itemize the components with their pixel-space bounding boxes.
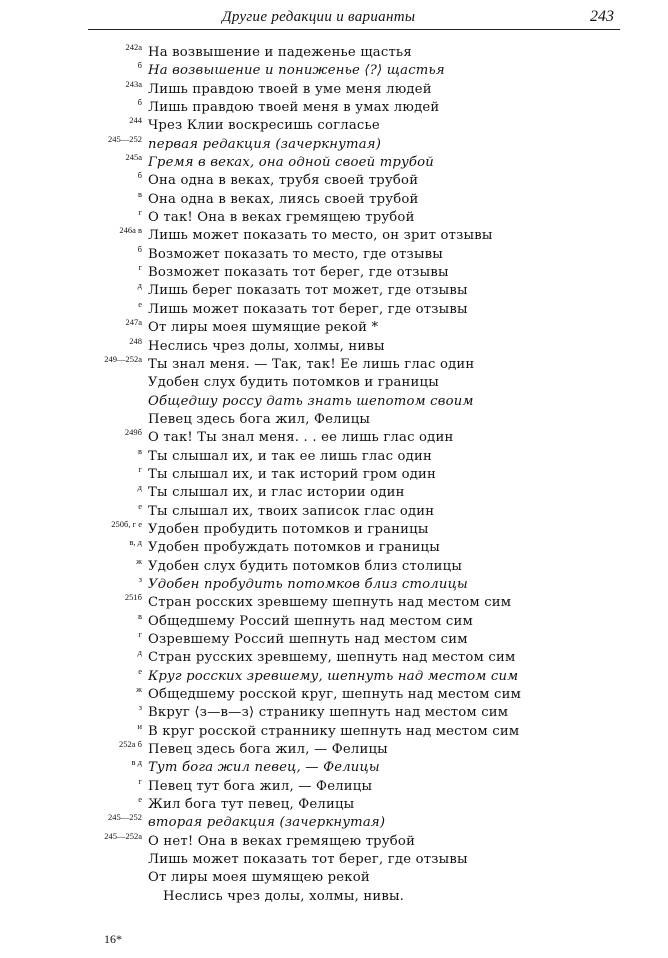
line-text: Лишь может показать тот берег, где отзывы	[148, 852, 468, 868]
line-reference-number: в д	[131, 757, 142, 768]
line-reference-number: 252а б	[119, 739, 142, 750]
line-reference-number: г	[138, 629, 142, 639]
line-text: Лишь может показать то место, он зрит отзывы	[148, 228, 493, 244]
line-reference-number: 245а	[125, 152, 142, 163]
line-text: Удобен пробудить потомков близ столицы	[148, 576, 468, 592]
line-text: Общедшему Россий шепнуть над местом сим	[148, 613, 473, 629]
line-text: О так! Ты знал меня. . . ее лишь глас один	[148, 430, 454, 446]
line-reference-number: б	[137, 170, 142, 181]
running-title: Другие редакции и варианты	[222, 9, 416, 25]
line-text: Общедшу россу дать знать шепотом своим	[148, 393, 474, 409]
line-reference-number: б	[137, 243, 142, 254]
line-reference-number: б	[137, 60, 142, 71]
variant-line	[0, 830, 668, 851]
line-text: Она одна в веках, лиясь своей трубой	[148, 191, 419, 207]
line-reference-number: ж	[136, 684, 142, 695]
line-text: Лишь берег показать тот может, где отзывы	[148, 283, 468, 299]
line-text: Удобен слух будить потомков и границы	[148, 375, 439, 391]
line-reference-number: в, д	[129, 537, 142, 548]
line-text: От лиры моея шумящею рекой	[148, 870, 370, 886]
signature-mark: 16*	[104, 932, 122, 946]
line-reference-number: г	[138, 775, 142, 786]
line-reference-number: 249—252а	[104, 353, 142, 364]
line-reference-number: 245—252а	[104, 830, 142, 841]
line-reference-number: г	[138, 463, 142, 474]
variant-line	[0, 888, 668, 906]
line-text: Ты слышал их, и так историй гром один	[148, 466, 437, 482]
line-text: В круг росской страннику шепнуть над местом сим	[148, 723, 520, 739]
line-text: Певец тут бога жил, — Фелицы	[148, 778, 373, 794]
line-reference-number: ж	[136, 555, 142, 566]
line-reference-number: 251б	[124, 592, 142, 603]
line-reference-number: 242а	[125, 42, 142, 52]
variant-line	[0, 353, 668, 374]
line-text: первая редакция (зачеркнутая)	[148, 136, 382, 152]
line-text: Лишь может показать тот берег, где отзывы	[148, 301, 468, 317]
line-text: Певец здесь бога жил, — Фелицы	[148, 742, 388, 758]
line-reference-number: и	[137, 720, 142, 731]
line-text: Ты слышал их, и глас истории один	[148, 485, 405, 501]
line-text: Вкруг ⟨з—в—з⟩ странику шепнуть над местом сим	[148, 705, 509, 721]
line-text: Лишь правдою твоей в уме меня людей	[148, 81, 432, 97]
variant-lines	[0, 44, 668, 906]
line-reference-number: в	[137, 610, 142, 621]
line-text: Неслись чрез долы, холмы, нивы	[148, 338, 385, 354]
line-text: Гремя в веках, она одной своей трубой	[148, 155, 434, 171]
header-divider	[88, 29, 620, 30]
line-text: Она одна в веках, трубя своей трубой	[148, 173, 419, 189]
line-reference-number: 245—252	[108, 812, 142, 823]
line-text: О нет! Она в веках гремящею трубой	[148, 833, 416, 849]
line-reference-number: 248	[129, 335, 142, 346]
line-reference-number: е	[138, 794, 142, 805]
line-reference-number: 243а	[125, 78, 142, 89]
line-reference-number: 249б	[124, 427, 142, 438]
line-reference-number: з	[138, 702, 142, 713]
line-reference-number: г	[138, 207, 142, 218]
line-text: Чрез Клии воскресишь согласье	[148, 118, 380, 134]
line-text: От лиры моея шумящие рекой *	[148, 320, 379, 336]
line-text: Неслись чрез долы, холмы, нивы.	[163, 888, 405, 904]
line-text: Озревшему Россий шепнуть над местом сим	[148, 632, 468, 647]
line-reference-number: д	[137, 280, 142, 291]
line-reference-number: д	[137, 647, 142, 658]
line-reference-number: б	[137, 97, 142, 108]
page-number: 243	[590, 8, 614, 25]
line-reference-number: е	[138, 665, 142, 676]
line-text: Ты слышал их, твоих записок глас один	[148, 503, 435, 519]
line-text: Удобен пробудить потомков и границы	[148, 521, 429, 537]
line-text: Лишь правдою твоей меня в умах людей	[148, 100, 440, 116]
line-text: Стран русских зревшему, шепнуть над местом сим	[148, 650, 516, 666]
line-text: На возвышение и пониженье ⟨?⟩ щастья	[148, 63, 445, 79]
line-reference-number: 245—252	[108, 133, 142, 144]
line-reference-number: д	[137, 482, 142, 493]
line-text: На возвышение и падеженье щастья	[148, 45, 412, 60]
line-text: О так! Она в веках гремящею трубой	[148, 210, 415, 226]
line-text: Удобен пробуждать потомков и границы	[148, 540, 440, 556]
line-text: Ты знал меня. — Так, так! Ее лишь глас один	[148, 356, 475, 372]
line-text: Жил бога тут певец, Фелицы	[148, 797, 355, 813]
line-text: вторая редакция (зачеркнутая)	[148, 815, 386, 831]
line-text: Тут бога жил певец, — Фелицы	[148, 760, 380, 776]
line-reference-number: г	[138, 262, 142, 273]
line-reference-number: 244	[129, 115, 142, 126]
line-reference-number: 246а в	[119, 225, 142, 236]
line-reference-number: 247а	[125, 317, 142, 328]
variant-line	[0, 851, 668, 869]
line-text: Певец здесь бога жил, Фелицы	[148, 411, 371, 427]
variant-line	[0, 869, 668, 887]
line-text: Ты слышал их, и так ее лишь глас один	[148, 448, 432, 464]
line-reference-number: е	[138, 298, 142, 309]
line-reference-number: е	[138, 500, 142, 511]
line-reference-number: в	[137, 188, 142, 199]
line-text: Возможет показать тот берег, где отзывы	[148, 265, 449, 281]
line-text: Общедшему росской круг, шепнуть над местом сим	[148, 687, 522, 703]
line-text: Круг росских зревшему, шепнуть над местом сим	[148, 668, 519, 684]
line-text: Стран росских зревшему шепнуть над местом сим	[148, 595, 512, 611]
variant-line	[0, 393, 668, 411]
line-reference-number: в	[137, 445, 142, 456]
line-reference-number: з	[138, 573, 142, 584]
line-text: Удобен слух будить потомков близ столицы	[148, 558, 463, 574]
line-reference-number: 250б, г е	[111, 518, 142, 529]
line-text: Возможет показать то место, где отзывы	[148, 246, 443, 262]
variant-line	[0, 374, 668, 392]
